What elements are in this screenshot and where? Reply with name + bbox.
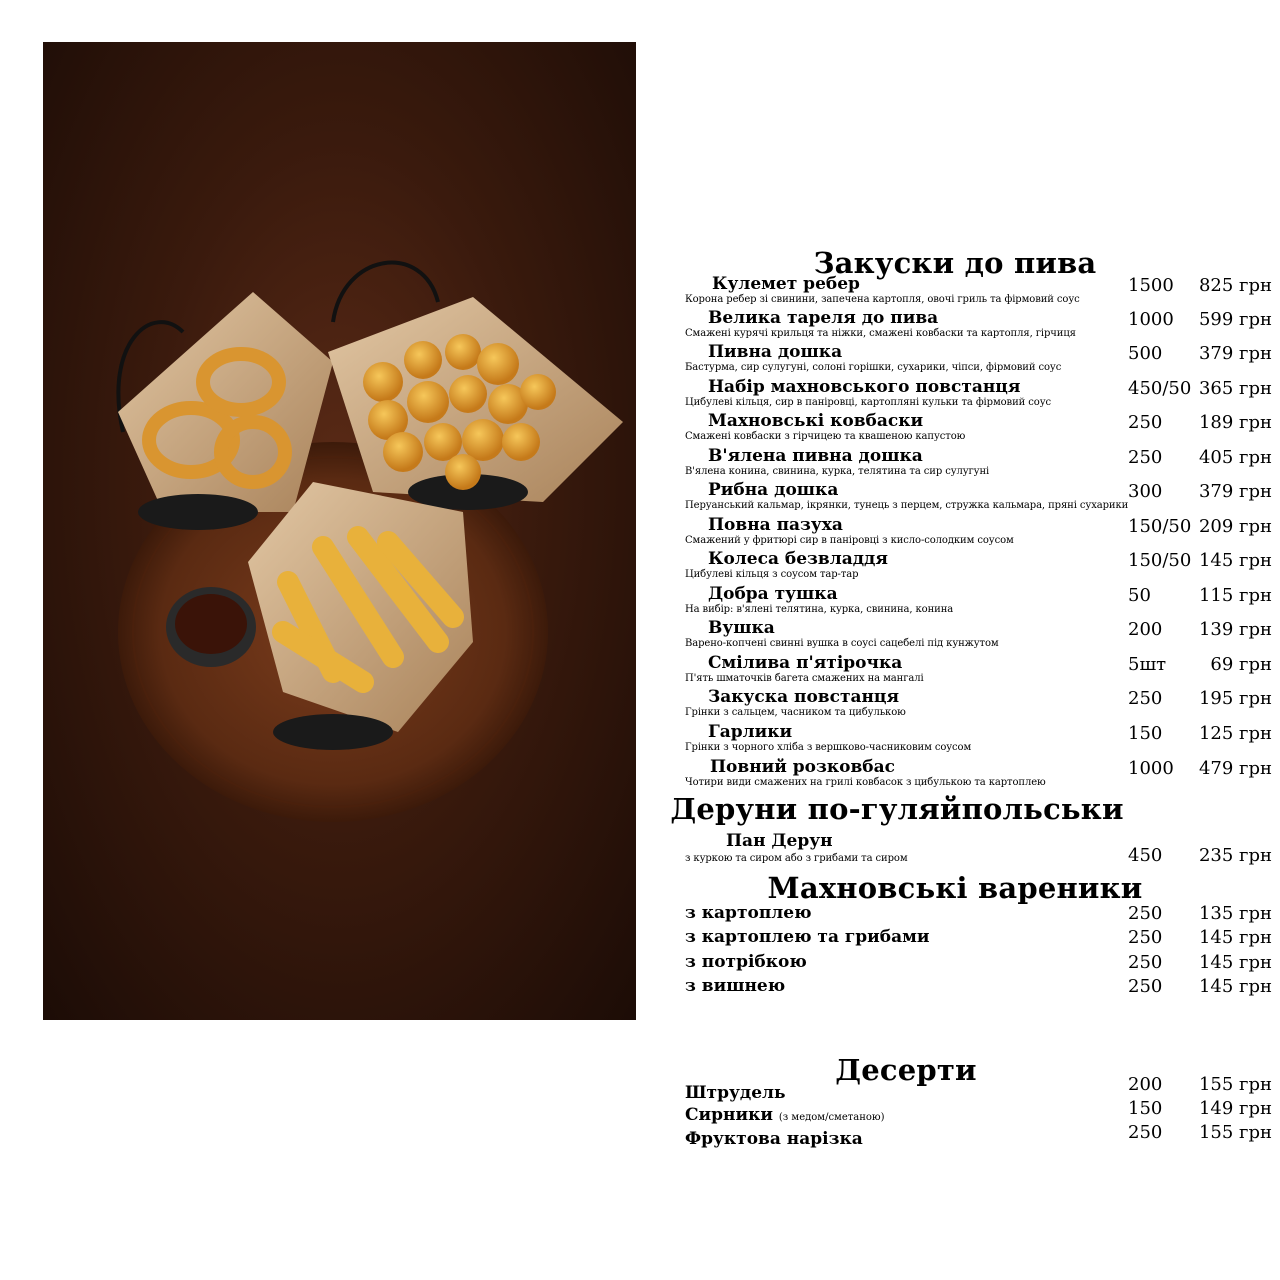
item-weight: 250 — [1128, 447, 1163, 468]
menu-item — [0, 274, 1280, 308]
item-weight: 450/50 — [1128, 378, 1192, 399]
item-name: Повна пазуха — [708, 515, 843, 535]
item-price: 825 грн — [1198, 275, 1272, 296]
item-weight: 150/50 — [1128, 516, 1192, 537]
item-price: 379 грн — [1198, 481, 1272, 502]
item-description: Грінки з сальцем, часником та цибулькою — [685, 707, 906, 718]
item-price: 235 грн — [1198, 845, 1272, 866]
item-name-text: Сирники — [685, 1105, 773, 1125]
item-price: 405 грн — [1198, 447, 1272, 468]
item-description: Перуанський кальмар, ікрянки, тунець з перцем, стружка кальмара, пряні сухарики — [685, 500, 1129, 511]
menu-item — [0, 927, 1280, 951]
item-name: з картоплею та грибами — [685, 927, 930, 947]
item-name — [685, 1105, 885, 1125]
section-title-desserts: Десерти — [835, 1053, 977, 1087]
item-price: 125 грн — [1198, 723, 1272, 744]
item-description: Смажені ковбаски з гірчицею та квашеною капустою — [685, 431, 966, 442]
item-weight: 1000 — [1128, 309, 1174, 330]
item-price: 155 грн — [1198, 1074, 1272, 1095]
item-weight: 150/50 — [1128, 550, 1192, 571]
item-name: Повний розковбас — [710, 757, 895, 777]
section-title-deruny: Деруни по-гуляйпольськи — [670, 792, 1124, 826]
item-description: Цибулеві кільця з соусом тар-тар — [685, 569, 859, 580]
item-price: 145 грн — [1198, 927, 1272, 948]
item-weight: 450 — [1128, 845, 1163, 866]
item-weight: 250 — [1128, 412, 1163, 433]
item-name: з картоплею — [685, 903, 812, 923]
item-name: Пан Дерун — [726, 831, 833, 851]
item-name: В'ялена пивна дошка — [708, 446, 923, 466]
item-description: Бастурма, сир сулугуні, солоні горішки, сухарики, чіпси, фірмовий соус — [685, 362, 1062, 373]
section-title-beer-snacks: Закуски до пива — [813, 246, 1097, 280]
menu-item — [0, 903, 1280, 927]
item-price: 479 грн — [1198, 758, 1272, 779]
item-weight: 500 — [1128, 343, 1163, 364]
item-name: Гарлики — [708, 722, 793, 742]
item-description: Грінки з чорного хліба з вершково-часниковим соусом — [685, 742, 972, 753]
item-description: Чотири види смажених на грилі ковбасок з цибулькою та картоплею — [685, 777, 1046, 788]
menu-item — [0, 687, 1280, 721]
item-weight: 150 — [1128, 1098, 1163, 1119]
menu-item — [0, 584, 1280, 618]
item-description: Варено-копчені свинні вушка в соусі сацебелі під кунжутом — [685, 638, 999, 649]
item-name: Закуска повстанця — [708, 687, 900, 707]
item-description: Смажені курячі крильця та ніжки, смажені ковбаски та картопля, гірчиця — [685, 328, 1076, 339]
item-weight: 150 — [1128, 723, 1163, 744]
menu-item — [0, 831, 1280, 871]
item-weight: 250 — [1128, 688, 1163, 709]
item-name: Колеса безвладдя — [708, 549, 888, 569]
item-description: Корона ребер зі свинини, запечена картопля, овочі гриль та фірмовий соус — [685, 294, 1080, 305]
menu-item — [0, 618, 1280, 652]
item-price: 115 грн — [1198, 585, 1272, 606]
item-price: 209 грн — [1198, 516, 1272, 537]
item-description: з куркою та сиром або з грибами та сиром — [685, 853, 908, 864]
item-name: Набір махновського повстанця — [708, 377, 1021, 397]
item-name: з потрібкою — [685, 952, 807, 972]
item-name: Вушка — [708, 618, 775, 638]
menu-item — [0, 377, 1280, 411]
item-name: Кулемет ребер — [712, 274, 860, 294]
item-price: 365 грн — [1198, 378, 1272, 399]
item-name: Штрудель — [685, 1083, 786, 1103]
menu-item — [0, 1122, 1280, 1153]
item-description: На вибір: в'ялені телятина, курка, свинина, конина — [685, 604, 954, 615]
menu-item — [0, 1098, 1280, 1129]
item-price: 139 грн — [1198, 619, 1272, 640]
item-name: Велика тареля до пива — [708, 308, 939, 328]
item-weight: 250 — [1128, 952, 1163, 973]
item-name: Пивна дошка — [708, 342, 843, 362]
menu-item — [0, 952, 1280, 976]
item-description: Смажений у фритюрі сир в паніровці з кисло-солодким соусом — [685, 535, 1014, 546]
menu-item — [0, 411, 1280, 445]
item-price: 145 грн — [1198, 952, 1272, 973]
item-price: 379 грн — [1198, 343, 1272, 364]
item-weight: 250 — [1128, 903, 1163, 924]
item-weight: 1000 — [1128, 758, 1174, 779]
menu-item — [0, 976, 1280, 1000]
menu-item — [0, 722, 1280, 756]
menu-item — [0, 757, 1280, 791]
item-price: 155 грн — [1198, 1122, 1272, 1143]
item-price: 599 грн — [1198, 309, 1272, 330]
item-weight: 250 — [1128, 976, 1163, 997]
item-description: Цибулеві кільця, сир в паніровці, картопляні кульки та фірмовий соус — [685, 397, 1051, 408]
item-weight: 5шт — [1128, 654, 1167, 675]
item-description: П'ять шматочків багета смажених на мангалі — [685, 673, 924, 684]
menu-item — [0, 308, 1280, 342]
menu-item — [0, 342, 1280, 376]
menu-item — [0, 446, 1280, 480]
item-description: В'ялена конина, свинина, курка, телятина та сир сулугуні — [685, 466, 990, 477]
item-name: Добра тушка — [708, 584, 838, 604]
item-weight: 250 — [1128, 927, 1163, 948]
menu-item — [0, 549, 1280, 583]
item-note: (з медом/сметаною) — [778, 1112, 885, 1123]
item-price: 149 грн — [1198, 1098, 1272, 1119]
item-weight: 50 — [1128, 585, 1151, 606]
menu-item — [0, 515, 1280, 549]
item-weight: 250 — [1128, 1122, 1163, 1143]
item-weight: 200 — [1128, 1074, 1163, 1095]
item-price: 145 грн — [1198, 550, 1272, 571]
menu-item — [0, 1074, 1280, 1107]
item-price: 189 грн — [1198, 412, 1272, 433]
section-title-varenyky: Махновські вареники — [767, 871, 1143, 905]
item-price: 135 грн — [1198, 903, 1272, 924]
menu-item — [0, 480, 1280, 514]
item-name: Рибна дошка — [708, 480, 839, 500]
item-price: 145 грн — [1198, 976, 1272, 997]
item-price: 69 грн — [1210, 654, 1272, 675]
item-name: Фруктова нарізка — [685, 1129, 863, 1149]
item-price: 195 грн — [1198, 688, 1272, 709]
item-weight: 200 — [1128, 619, 1163, 640]
item-weight: 300 — [1128, 481, 1163, 502]
item-name: з вишнею — [685, 976, 786, 996]
item-weight: 1500 — [1128, 275, 1174, 296]
item-name: Махновські ковбаски — [708, 411, 924, 431]
item-name: Смілива п'ятірочка — [708, 653, 903, 673]
menu-item — [0, 653, 1280, 687]
